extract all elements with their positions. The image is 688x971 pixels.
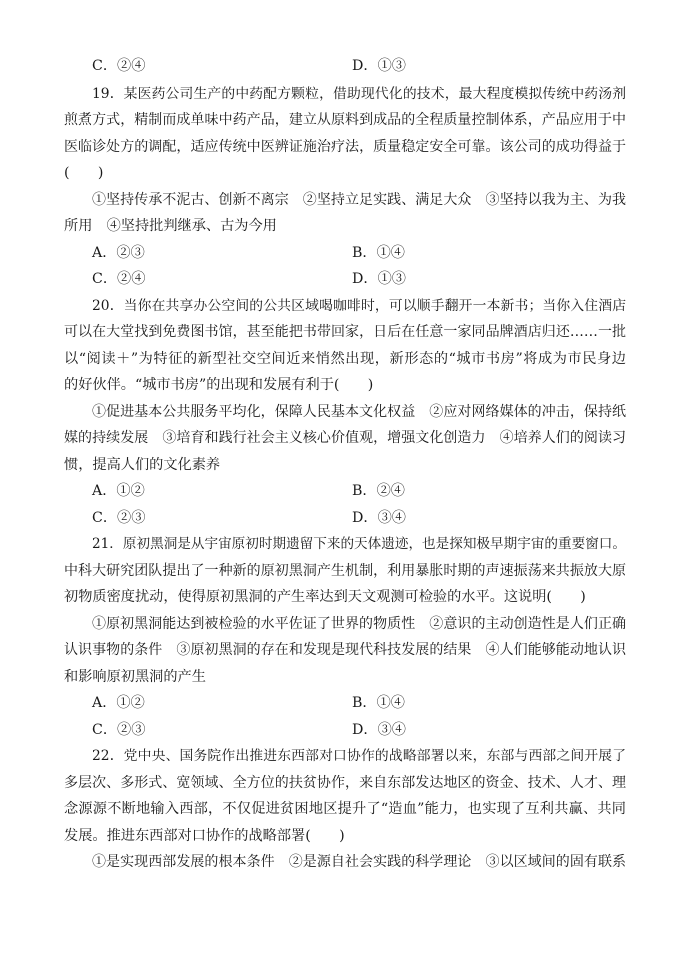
option-c: C．②④ <box>92 58 146 74</box>
q20-stem-line: 可以在大堂找到免费图书馆，甚至能把书带回家，日后在任意一家同品牌酒店归还……一批 <box>64 324 626 340</box>
q19-stem-line: 医临诊处方的调配，适应传统中医辨证施治疗法，质量稳定安全可靠。该公司的成功得益于 <box>64 139 626 155</box>
q21-choice-line: ①原初黑洞能达到被检验的水平佐证了世界的物质性 ②意识的主动创造性是人们正确 <box>92 616 626 632</box>
q20-stem-line: 20．当你在共享办公空间的公共区域喝咖啡时，可以顺手翻开一本新书；当你入住酒店 <box>92 298 626 314</box>
q22-stem-line: 22．党中央、国务院作出推进东西部对口协作的战略部署以来，东部与西部之间开展了 <box>92 748 626 764</box>
option-a: A．①② <box>92 483 145 499</box>
option-b: B．①④ <box>352 245 405 261</box>
option-c: C．②③ <box>92 722 146 738</box>
q22-stem-line: 多层次、多形式、宽领域、全方位的扶贫协作，来自东部发达地区的资金、技术、人才、理 <box>64 775 626 791</box>
q21-stem-line: 初物质密度扰动，使得原初黑洞的产生率达到天文观测可检验的水平。这说明( ) <box>64 589 586 605</box>
option-d: D．③④ <box>352 510 406 526</box>
q20-stem-line: 以“阅读＋”为特征的新型社交空间近来悄然出现，新形态的“城市书房”将成为市民身边 <box>64 351 626 367</box>
q21-choice-line: 认识事物的条件 ③原初黑洞的存在和发现是现代科技发展的结果 ④人们能够能动地认识 <box>64 642 626 658</box>
q21-stem-line: 21．原初黑洞是从宇宙原初时期遗留下来的天体遗迹，也是探知极早期宇宙的重要窗口。 <box>92 536 626 552</box>
q19-choice-line: ①坚持传承不泥古、创新不离宗 ②坚持立足实践、满足大众 ③坚持以我为主、为我 <box>92 192 626 208</box>
q20-choice-line: ①促进基本公共服务平均化，保障人民基本文化权益 ②应对网络媒体的冲击，保持纸 <box>92 404 626 420</box>
option-b: B．①④ <box>352 695 405 711</box>
q19-stem-line: 19．某医药公司生产的中药配方颗粒，借助现代化的技术，最大程度模拟传统中药汤剂 <box>92 86 626 102</box>
option-a: A．②③ <box>92 245 145 261</box>
q22-stem-line: 发展。推进东西部对口协作的战略部署( ) <box>64 828 345 844</box>
q21-stem-line: 中科大研究团队提出了一种新的原初黑洞产生机制，利用暴胀时期的声速振荡来共振放大原 <box>64 563 626 579</box>
option-d: D．①③ <box>352 271 406 287</box>
q20-choice-line: 媒的持续发展 ③培育和践行社会主义核心价值观，增强文化创造力 ④培养人们的阅读习 <box>64 430 626 446</box>
option-c: C．②④ <box>92 271 146 287</box>
q22-stem-line: 念源源不断地输入西部，不仅促进贫困地区提升了“造血”能力，也实现了互利共赢、共同 <box>64 801 626 817</box>
option-d: D．①③ <box>352 58 406 74</box>
option-d: D．③④ <box>352 722 406 738</box>
q22-choice-line: ①是实现西部发展的根本条件 ②是源自社会实践的科学理论 ③以区域间的固有联系 <box>92 854 626 870</box>
q20-stem-line: 的好伙伴。“城市书房”的出现和发展有利于( ) <box>64 377 374 393</box>
option-c: C．②③ <box>92 510 146 526</box>
q21-choice-line: 和影响原初黑洞的产生 <box>64 669 206 685</box>
q19-stem-line: ( ) <box>64 165 104 181</box>
q19-choice-line: 所用 ④坚持批判继承、古为今用 <box>64 218 277 234</box>
option-b: B．②④ <box>352 483 405 499</box>
option-a: A．①② <box>92 695 145 711</box>
q19-stem-line: 煎煮方式，精制而成单味中药产品，建立从原料到成品的全程质量控制体系，产品应用于中 <box>64 112 626 128</box>
q20-choice-line: 惯，提高人们的文化素养 <box>64 457 221 473</box>
